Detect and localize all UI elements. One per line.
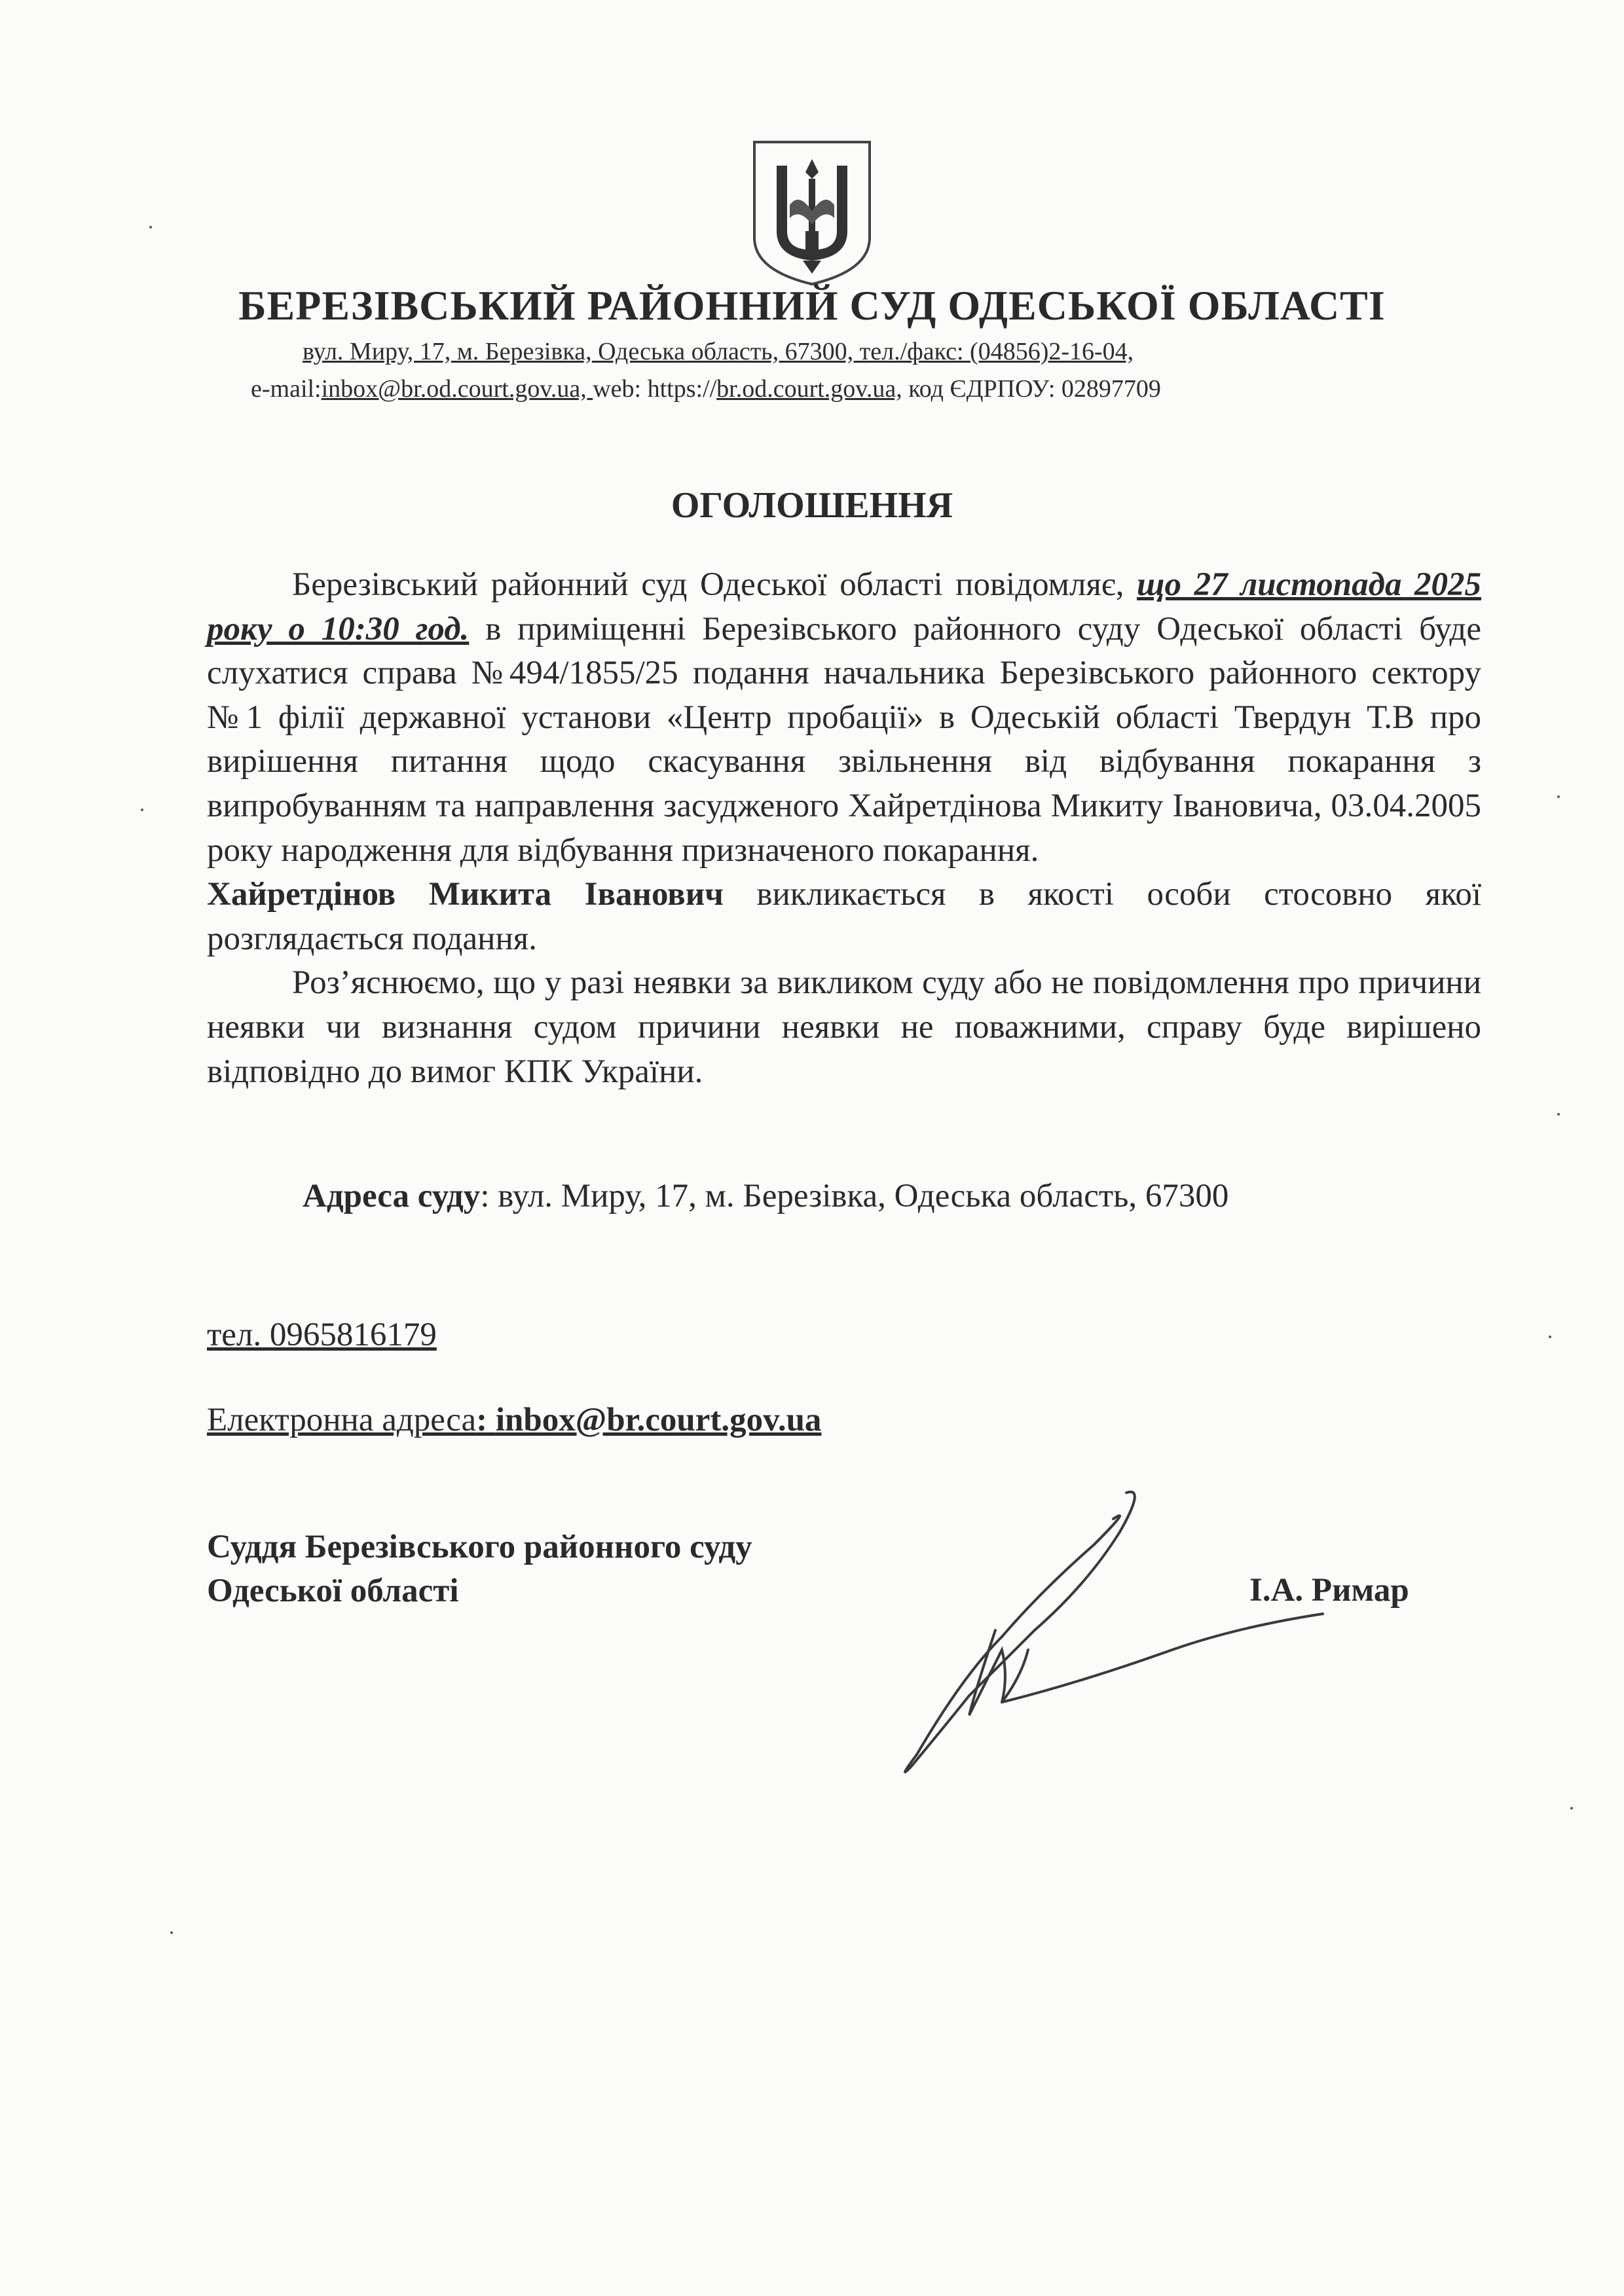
hearing-datetime: що 27 листопада 2025 року о 10:30 год. xyxy=(207,566,1481,647)
judge-title-line-2: Одеської області xyxy=(207,1573,459,1609)
judge-title-line-1: Суддя Березівського районного суду xyxy=(207,1529,752,1565)
court-name-heading: БЕРЕЗІВСЬКИЙ РАЙОННИЙ СУД ОДЕСЬКОЇ ОБЛАСТІ xyxy=(238,282,1386,329)
email-line-label: Електронна адреса xyxy=(207,1402,477,1438)
web-label: web: https:// xyxy=(593,375,717,403)
email-line-colon: : xyxy=(476,1402,496,1438)
court-email-link[interactable]: inbox@br.od.court.gov.ua, xyxy=(321,375,593,403)
email-label: e-mail: xyxy=(251,375,322,403)
announcement-intro: Березівський районний суд Одеської області повідомляє, xyxy=(292,566,1137,603)
announcement-paragraph-3: Роз’яснюємо, що у разі неявки за викликом суду або не повідомлення про причини неявки чи визнання судом причини неявки не поважними, справу буде вирішено відповідно до вимог КПК України. xyxy=(207,964,1481,1090)
email-line xyxy=(207,1401,821,1439)
court-postal-address: вул. Миру, 17, м. Березівка, Одеська область, 67300, тел./факс: (04856)2-16-04, xyxy=(303,338,1134,365)
scan-speck xyxy=(170,1931,173,1934)
phone-number: тел. 0965816179 xyxy=(207,1317,437,1353)
document-title: ОГОЛОШЕННЯ xyxy=(671,485,953,526)
scan-speck xyxy=(1570,1807,1573,1810)
summons-details: викликається в якості особи стосовно якої розглядається подання. xyxy=(207,876,1481,957)
announcement-paragraph-2 xyxy=(207,873,1481,961)
email-address-link[interactable]: inbox@br.court.gov.ua xyxy=(495,1402,822,1438)
scan-speck xyxy=(1549,1336,1551,1338)
handwritten-signature xyxy=(871,1480,1329,1794)
announcement-details: в приміщенні Березівського районного суду Одеської області буде слухатися справа №494/1855/25 подання начальника Березівського районного сектору №1 філії державної установи «Центр пробації» в Одеській області Твердун Т.В про вирішення питання щодо скасування звільнення від відбування покарання з випробуванням та направлення засудженого Хайретдінова Микиту Івановича, 03.04.2005 року народження для відбування призначеного покарання. xyxy=(207,610,1481,869)
court-address-value: : вул. Миру, 17, м. Березівка, Одеська область, 67300 xyxy=(480,1178,1229,1214)
court-contact-line xyxy=(251,374,1161,403)
court-address-label: Адреса суду xyxy=(303,1178,481,1214)
scan-speck xyxy=(1557,795,1560,798)
scan-speck xyxy=(141,809,143,811)
judge-name: І.А. Римар xyxy=(1249,1572,1409,1609)
judge-title xyxy=(207,1525,752,1613)
court-website-link[interactable]: br.od.court.gov.ua, xyxy=(716,375,902,403)
trident-emblem-icon xyxy=(750,139,874,287)
scan-speck xyxy=(1557,1113,1560,1116)
scan-speck xyxy=(149,226,152,228)
announcement-paragraph-1 xyxy=(207,563,1481,873)
summoned-person-name: Хайретдінов Микита Іванович xyxy=(207,876,724,913)
court-address-line xyxy=(303,1177,1228,1215)
edrpou-code: код ЄДРПОУ: 02897709 xyxy=(902,375,1161,403)
announcement-body xyxy=(207,563,1481,1094)
